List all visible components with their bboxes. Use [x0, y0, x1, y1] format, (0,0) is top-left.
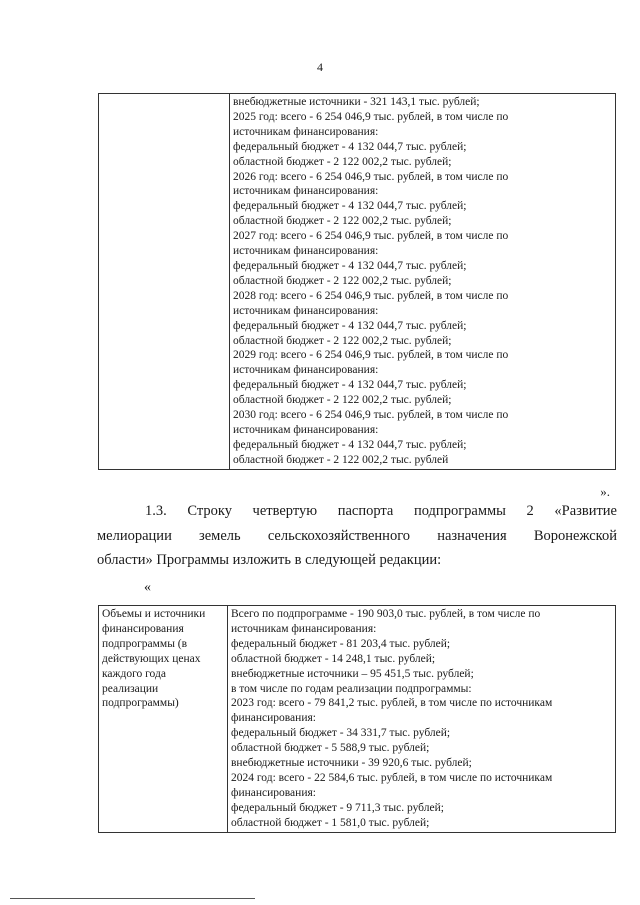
cell-text-line: источникам финансирования: [233, 364, 379, 377]
cell-text-line: источникам финансирования: [233, 125, 379, 138]
label-text-line: подпрограммы (в [102, 637, 188, 650]
cell-text-line: областной бюджет - 2 122 002,2 тыс. рублей [233, 453, 449, 466]
cell-text-line: 2027 год: всего - 6 254 046,9 тыс. рублей, в том числе по [233, 230, 509, 243]
cell-text-line: в том числе по годам реализации подпрограммы: [231, 682, 472, 695]
cell-text-line: Всего по подпрограмме - 190 903,0 тыс. рублей, в том числе по [231, 608, 541, 620]
cell-text-line: финансирования: [231, 712, 316, 725]
cell-text-line: федеральный бюджет - 4 132 044,7 тыс. рублей; [233, 319, 467, 332]
cell-text-line: источникам финансирования: [233, 423, 379, 436]
paragraph-line: области» Программы изложить в следующей редакции: [97, 552, 442, 568]
page-number: 4 [317, 60, 323, 74]
closing-quote: ». [600, 484, 610, 499]
table-value-cell [230, 94, 616, 470]
table-label-cell [99, 606, 228, 833]
cell-text-line: областной бюджет - 14 248,1 тыс. рублей; [231, 652, 436, 665]
cell-text-line: финансирования: [231, 786, 316, 799]
label-text-line: Объемы и источники [102, 608, 206, 620]
cell-text-line: 2023 год: всего - 79 841,2 тыс. рублей, в том числе по источникам [231, 697, 553, 710]
opening-quote: « [144, 580, 151, 595]
subprogram-funding-table [98, 605, 616, 833]
amendment-paragraph [97, 499, 617, 573]
table-row [99, 94, 616, 470]
cell-text-line: 2026 год: всего - 6 254 046,9 тыс. рублей, в том числе по [233, 170, 509, 183]
cell-text-line: федеральный бюджет - 4 132 044,7 тыс. рублей; [233, 379, 467, 392]
cell-text-line: внебюджетные источники - 321 143,1 тыс. рублей; [233, 96, 480, 108]
footer-divider [10, 898, 255, 899]
funding-table-continuation [98, 93, 616, 470]
cell-text-line: областной бюджет - 5 588,9 тыс. рублей; [231, 742, 430, 755]
cell-text-line: федеральный бюджет - 34 331,7 тыс. рублей; [231, 727, 451, 740]
table-value-cell [228, 606, 616, 833]
cell-text-line: федеральный бюджет - 4 132 044,7 тыс. рублей; [233, 259, 467, 272]
cell-text-line: областной бюджет - 2 122 002,2 тыс. рублей; [233, 215, 452, 228]
label-text-line: каждого года [102, 667, 166, 680]
cell-text-line: федеральный бюджет - 4 132 044,7 тыс. рублей; [233, 200, 467, 213]
label-text-line: финансирования [102, 622, 184, 635]
cell-text-line: 2024 год: всего - 22 584,6 тыс. рублей, в том числе по источникам [231, 771, 553, 784]
label-text-line: реализации [102, 682, 159, 695]
cell-text-line: областной бюджет - 2 122 002,2 тыс. рублей; [233, 394, 452, 407]
cell-text-line: федеральный бюджет - 4 132 044,7 тыс. рублей; [233, 140, 467, 153]
cell-text-line: 2029 год: всего - 6 254 046,9 тыс. рублей, в том числе по [233, 349, 509, 362]
label-text-line: действующих ценах [102, 652, 201, 665]
cell-text-line: областной бюджет - 2 122 002,2 тыс. рублей; [233, 155, 452, 168]
cell-text-line: внебюджетные источники - 39 920,6 тыс. рублей; [231, 757, 472, 770]
table-row [99, 606, 616, 833]
cell-text-line: федеральный бюджет - 4 132 044,7 тыс. рублей; [233, 438, 467, 451]
cell-text-line: областной бюджет - 2 122 002,2 тыс. рублей; [233, 274, 452, 287]
cell-text-line: источникам финансирования: [233, 185, 379, 198]
cell-text-line: источникам финансирования: [233, 304, 379, 317]
cell-text-line: федеральный бюджет - 9 711,3 тыс. рублей; [231, 801, 444, 814]
paragraph-line: мелиорации земель сельскохозяйственного назначения Воронежской [97, 527, 617, 544]
cell-text-line: 2025 год: всего - 6 254 046,9 тыс. рублей, в том числе по [233, 110, 509, 123]
cell-text-line: источникам финансирования: [233, 245, 379, 258]
cell-text-line: источникам финансирования: [231, 622, 377, 635]
cell-text-line: областной бюджет - 2 122 002,2 тыс. рублей; [233, 334, 452, 347]
cell-text-line: внебюджетные источники – 95 451,5 тыс. рублей; [231, 667, 474, 680]
label-text-line: подпрограммы) [102, 697, 179, 710]
cell-text-line: 2028 год: всего - 6 254 046,9 тыс. рублей, в том числе по [233, 289, 509, 302]
cell-text-line: областной бюджет - 1 581,0 тыс. рублей; [231, 816, 430, 829]
cell-text-line: 2030 год: всего - 6 254 046,9 тыс. рублей, в том числе по [233, 409, 509, 422]
cell-text-line: федеральный бюджет - 81 203,4 тыс. рублей; [231, 637, 451, 650]
paragraph-line: 1.3. Строку четвертую паспорта подпрограммы 2 «Развитие [145, 503, 617, 519]
table-label-cell [99, 94, 230, 470]
